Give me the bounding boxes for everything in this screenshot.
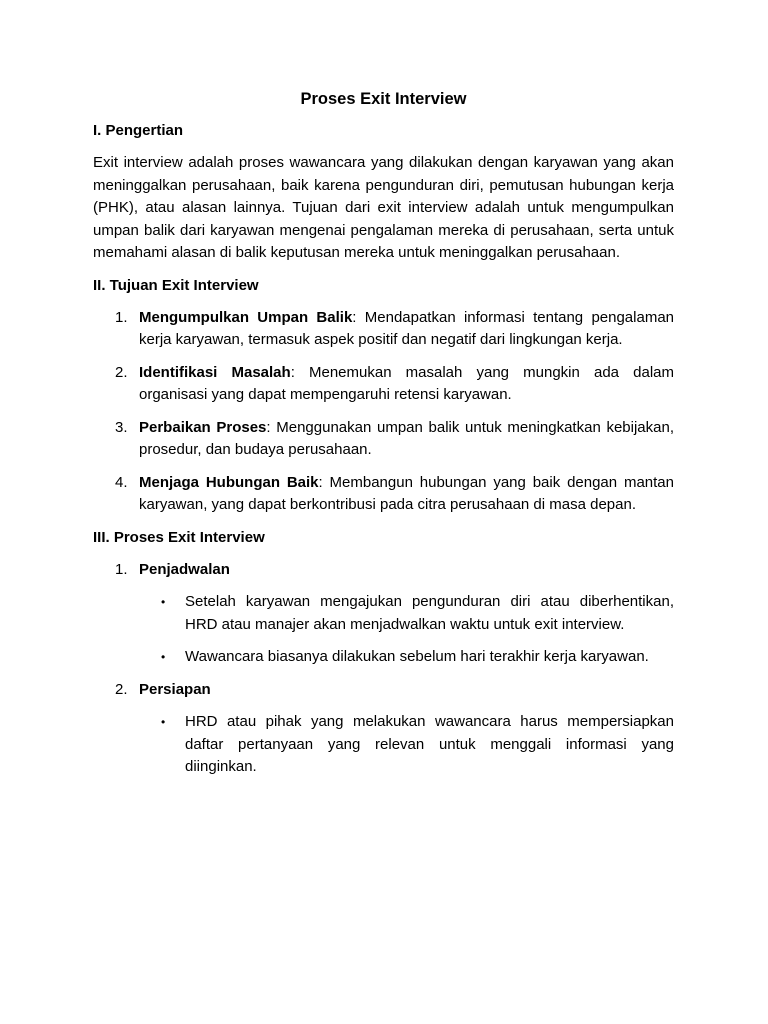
section-heading-pengertian: I. Pengertian [93,122,184,139]
bullet-text: Wawancara biasanya dilakukan sebelum hari terakhir kerja karyawan. [185,648,649,665]
bullet-icon: • [161,595,166,609]
list-item-term: Perbaikan Proses [139,418,267,436]
list-item [93,417,674,462]
document-title: Proses Exit Interview [300,90,467,108]
list-item [93,679,674,779]
section-heading-proses: III. Proses Exit Interview [93,528,265,546]
proses-list [93,559,674,779]
list-item-term: Menjaga Hubungan Baik [139,473,319,491]
list-number: 2. [115,363,128,381]
list-item-text: : Membangun hubungan yang baik dengan mantan karyawan, yang dapat berkontribusi pada citra perusahaan di masa depan. [139,473,674,513]
bullet-icon: • [161,715,166,729]
bullet-icon: • [161,650,166,664]
pengertian-paragraph: Exit interview adalah proses wawancara yang dilakukan dengan karyawan yang akan meninggalkan perusahaan, baik karena pengunduran diri, pemutusan hubungan kerja (PHK), atau alasan lainnya. Tujuan dari exit interview adalah untuk mengumpulkan umpan balik dari karyawan mengenai pengalaman mereka di perusahaan, serta untuk memahami alasan di balik keputusan mereka untuk meninggalkan perusahaan. [93,154,674,261]
bullet-item [139,591,674,636]
section-heading-tujuan: II. Tujuan Exit Interview [93,276,259,294]
bullet-item [139,711,674,779]
list-item-text: : Menemukan masalah yang mungkin ada dalam organisasi yang dapat mempengaruhi retensi karyawan. [139,363,674,403]
list-item-term: Identifikasi Masalah [139,363,291,381]
step-title: Penjadwalan [139,560,230,578]
list-number: 4. [115,473,128,491]
list-item [93,307,674,352]
list-number: 3. [115,418,128,436]
list-item [93,472,674,517]
list-number: 2. [115,680,128,698]
bullet-item [139,646,674,669]
list-item [93,559,674,669]
list-item-term: Mengumpulkan Umpan Balik [139,308,353,326]
list-item-text: : Mendapatkan informasi tentang pengalaman kerja karyawan, termasuk aspek positif dan negatif dari lingkungan kerja. [139,308,675,348]
bullet-list [139,711,674,779]
tujuan-list [93,307,674,517]
bullet-text: HRD atau pihak yang melakukan wawancara harus mempersiapkan daftar pertanyaan yang relevan untuk menggali informasi yang diinginkan. [185,713,674,775]
list-item [93,362,674,407]
bullet-list [139,591,674,669]
step-title: Persiapan [139,680,211,698]
bullet-text: Setelah karyawan mengajukan pengunduran diri atau diberhentikan, HRD atau manajer akan menjadwalkan waktu untuk exit interview. [185,593,674,633]
list-item-text: : Menggunakan umpan balik untuk meningkatkan kebijakan, prosedur, dan budaya perusahaan. [139,418,674,458]
list-number: 1. [115,308,128,326]
list-number: 1. [115,560,128,578]
